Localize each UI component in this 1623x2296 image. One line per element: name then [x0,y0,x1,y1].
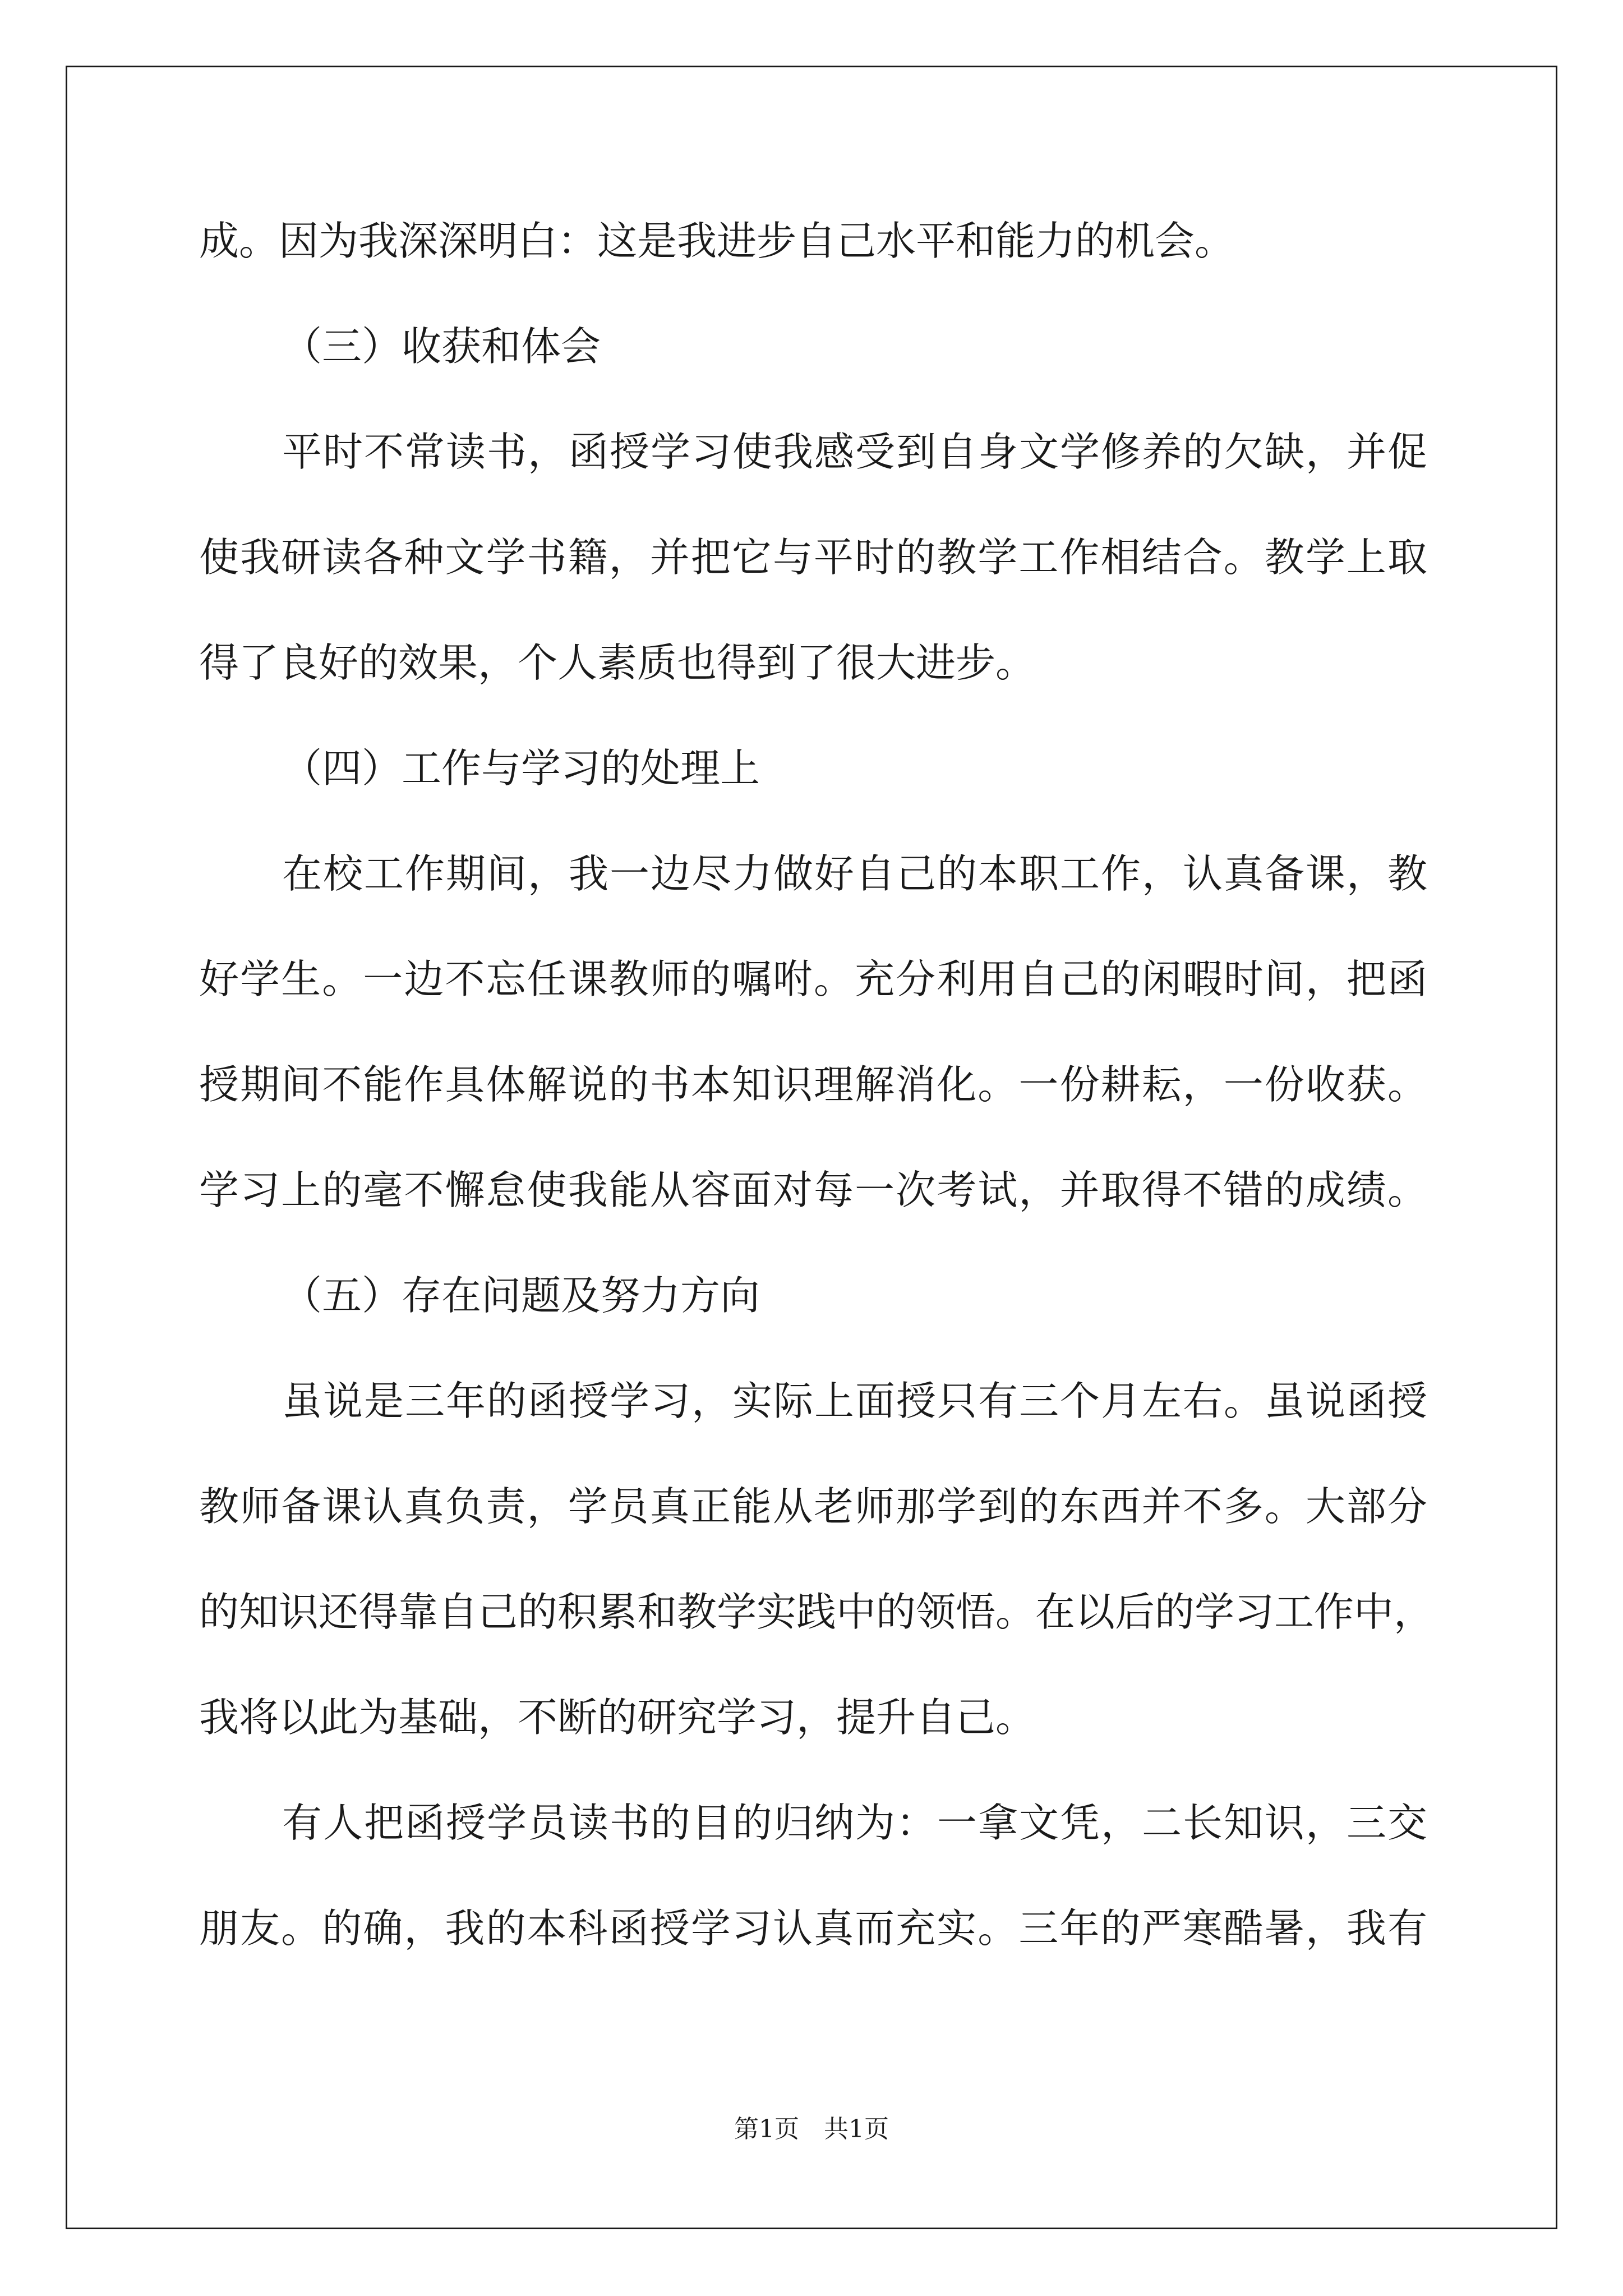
paragraph-line: 学习上的毫不懈怠使我能从容面对每一次考试，并取得不错的成绩。 [199,1167,1427,1213]
paragraph-line: 好学生。一边不忘任课教师的嘱咐。充分利用自己的闲暇时间，把函 [199,956,1427,1002]
paragraph-line: 我将以此为基础，不断的研究学习，提升自己。 [199,1694,1036,1741]
paragraph-line: 授期间不能作具体解说的书本知识理解消化。一份耕耘，一份收获。 [199,1061,1427,1108]
paragraph-line: 得了良好的效果，个人素质也得到了很大进步。 [199,639,1036,686]
paragraph-line: 朋友。的确，我的本科函授学习认真而充实。三年的严寒酷暑，我有 [199,1905,1427,1952]
paragraph-line: 平时不常读书，函授学习使我感受到自身文学修养的欠缺，并促 [282,429,1427,475]
paragraph-line: 的知识还得靠自己的积累和教学实践中的领悟。在以后的学习工作中， [199,1589,1434,1635]
paragraph-line: 成。因为我深深明白：这是我进步自己水平和能力的机会。 [199,218,1235,264]
section-heading: （五）存在问题及努力方向 [282,1272,760,1319]
paragraph-line: 教师备课认真负责，学员真正能从老师那学到的东西并不多。大部分 [199,1483,1427,1530]
paragraph-line: 有人把函授学员读书的目的归纳为：一拿文凭，二长知识，三交 [282,1800,1427,1846]
paragraph-line: 在校工作期间，我一边尽力做好自己的本职工作，认真备课，教 [282,850,1427,897]
section-heading: （四）工作与学习的处理上 [282,745,760,792]
section-heading: （三）收获和体会 [282,323,601,370]
paragraph-line: 虽说是三年的函授学习，实际上面授只有三个月左右。虽说函授 [282,1378,1427,1424]
page-footer: 第1页 共1页 [734,2115,889,2143]
paragraph-line: 使我研读各种文学书籍，并把它与平时的教学工作相结合。教学上取 [199,534,1427,581]
